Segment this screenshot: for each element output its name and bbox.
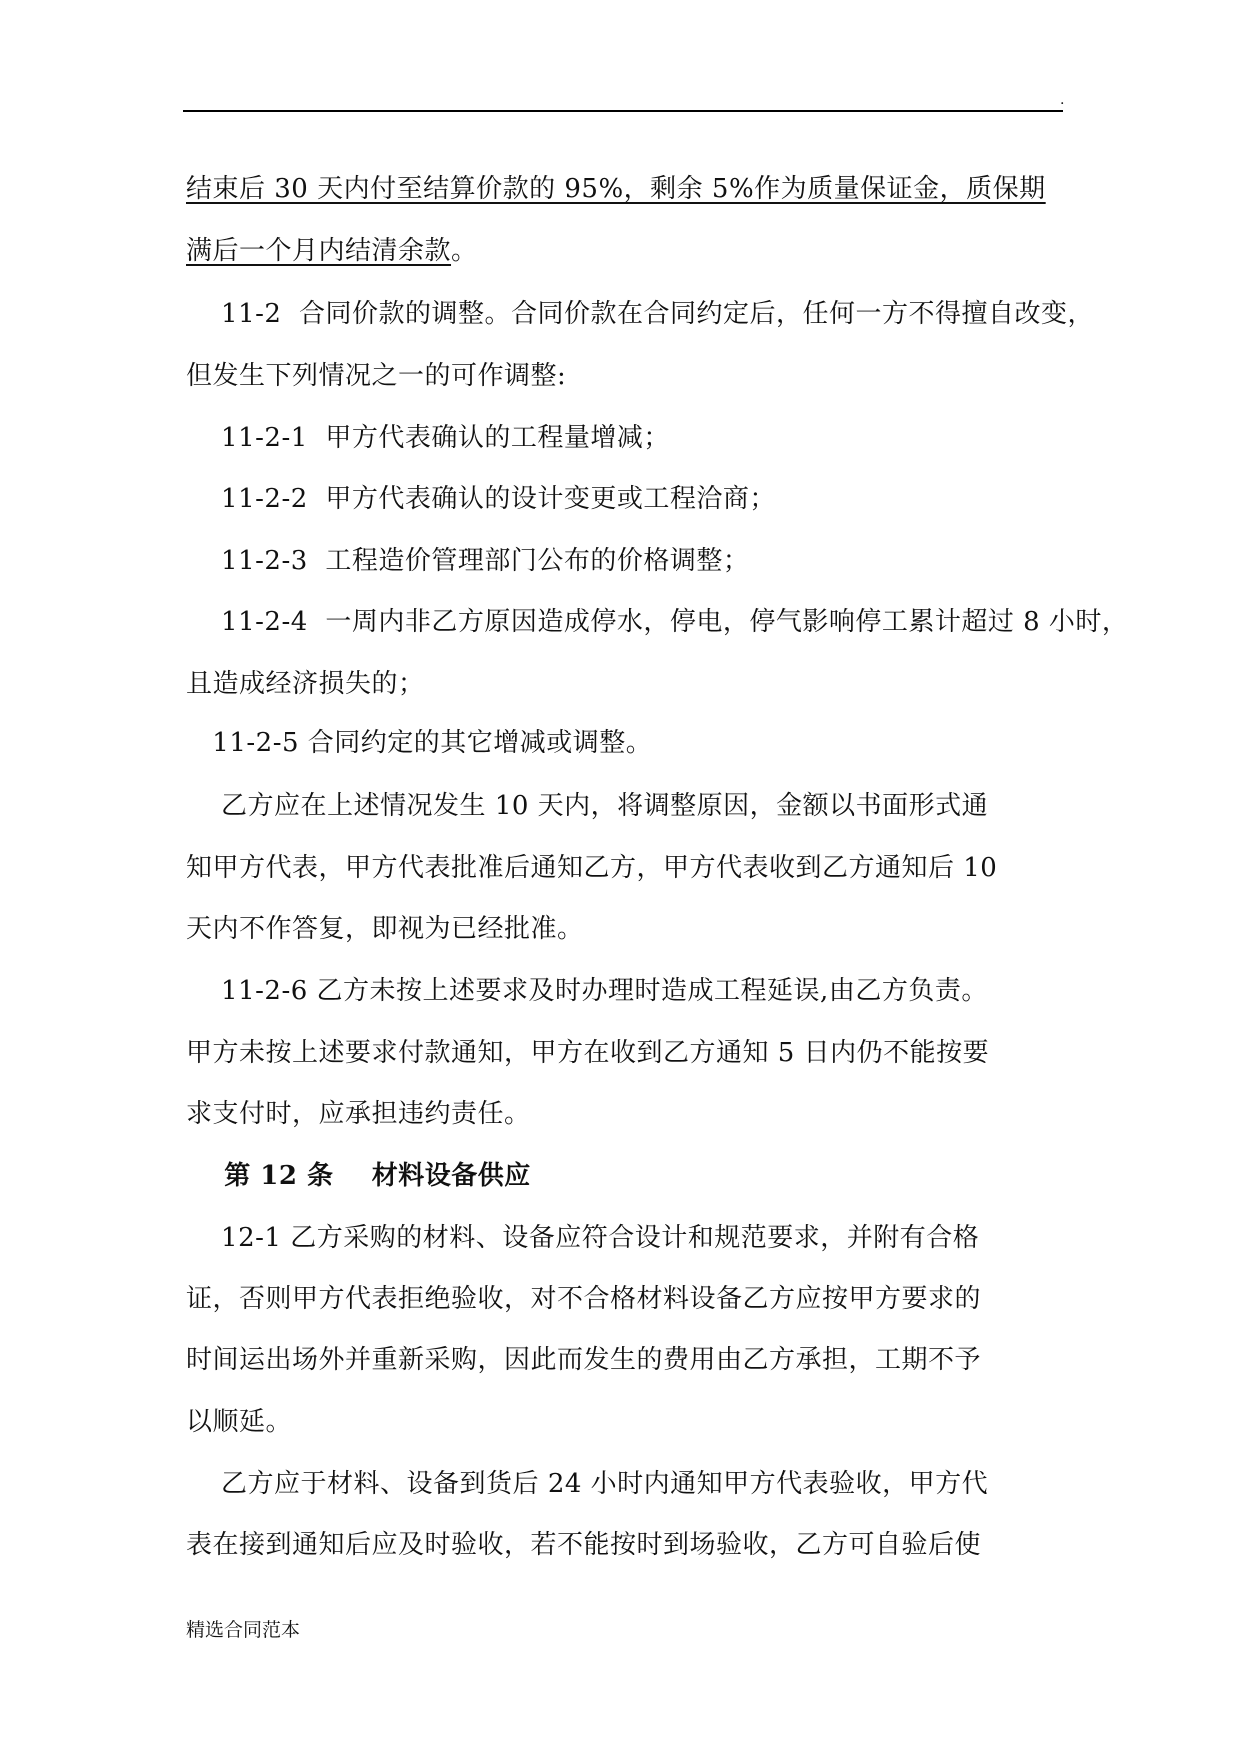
line-text: 11-2-3 工程造价管理部门公布的价格调整； — [186, 546, 750, 576]
line-text: 且造成经济损失的； — [186, 669, 425, 699]
header-dot: . — [1060, 92, 1065, 108]
text-line — [186, 1282, 1066, 1316]
line-text: 知甲方代表，甲方代表批准后通知乙方，甲方代表收到乙方通知后 10 — [186, 853, 998, 883]
text-line — [186, 1405, 1066, 1439]
text-line — [186, 851, 1066, 885]
line-text: 结束后 30 天内付至结算价款的 95%，剩余 5%作为质量保证金，质保期 — [186, 174, 1046, 204]
text-line — [186, 974, 1066, 1008]
line-text: 以顺延。 — [186, 1407, 293, 1437]
line-text: 11-2-1 甲方代表确认的工程量增减； — [186, 423, 670, 453]
line-text: 表在接到通知后应及时验收，若不能按时到场验收，乙方可自验后使 — [186, 1530, 982, 1560]
line-text: 乙方应在上述情况发生 10 天内，将调整原因，金额以书面形式通 — [186, 791, 989, 821]
line-text: 11-2-6 乙方未按上述要求及时办理时造成工程延误,由乙方负责。 — [186, 976, 988, 1006]
line-text: 天内不作答复，即视为已经批准。 — [186, 914, 584, 944]
text-line — [186, 789, 1066, 823]
line-text: 时间运出场外并重新采购，因此而发生的费用由乙方承担，工期不予 — [186, 1345, 982, 1375]
line-suffix: 。 — [451, 236, 478, 266]
text-line — [186, 421, 1066, 455]
text-line — [186, 1097, 1066, 1131]
text-line — [186, 482, 1066, 516]
text-line — [186, 297, 1094, 331]
text-line — [186, 912, 1066, 946]
line-text: 11-2-5 合同约定的其它增减或调整。 — [186, 728, 653, 758]
line-text: 证，否则甲方代表拒绝验收，对不合格材料设备乙方应按甲方要求的 — [186, 1284, 982, 1314]
text-line — [186, 1343, 1066, 1377]
line-text: 11-2-4 一周内非乙方原因造成停水，停电，停气影响停工累计超过 8 小时， — [186, 607, 1129, 637]
text-line — [186, 1221, 1066, 1255]
footer-text: 精选合同范本 — [186, 1619, 301, 1641]
text-line — [186, 605, 1129, 639]
text-line — [186, 234, 1066, 268]
line-text: 第 12 条 材料设备供应 — [186, 1161, 531, 1191]
text-line — [186, 544, 1066, 578]
text-line — [186, 1467, 1066, 1501]
line-text: 但发生下列情况之一的可作调整: — [186, 361, 567, 391]
line-text: 11-2 合同价款的调整。合同价款在合同约定后，任何一方不得擅自改变， — [186, 299, 1094, 329]
line-text: 12-1 乙方采购的材料、设备应符合设计和规范要求，并附有合格 — [186, 1223, 980, 1253]
text-line — [186, 1528, 1066, 1562]
line-text: 求支付时，应承担违约责任。 — [186, 1099, 531, 1129]
text-line — [186, 726, 1066, 760]
header-rule — [183, 110, 1063, 112]
line-text: 满后一个月内结清余款 — [186, 236, 452, 266]
text-line — [186, 1036, 1066, 1070]
line-text: 11-2-2 甲方代表确认的设计变更或工程洽商； — [186, 484, 776, 514]
text-line — [186, 1159, 1066, 1193]
line-text: 乙方应于材料、设备到货后 24 小时内通知甲方代表验收，甲方代 — [186, 1469, 989, 1499]
line-text: 甲方未按上述要求付款通知，甲方在收到乙方通知 5 日内仍不能按要 — [186, 1038, 990, 1068]
text-line — [186, 667, 1066, 701]
text-line — [186, 359, 1066, 393]
text-line — [186, 172, 1066, 206]
